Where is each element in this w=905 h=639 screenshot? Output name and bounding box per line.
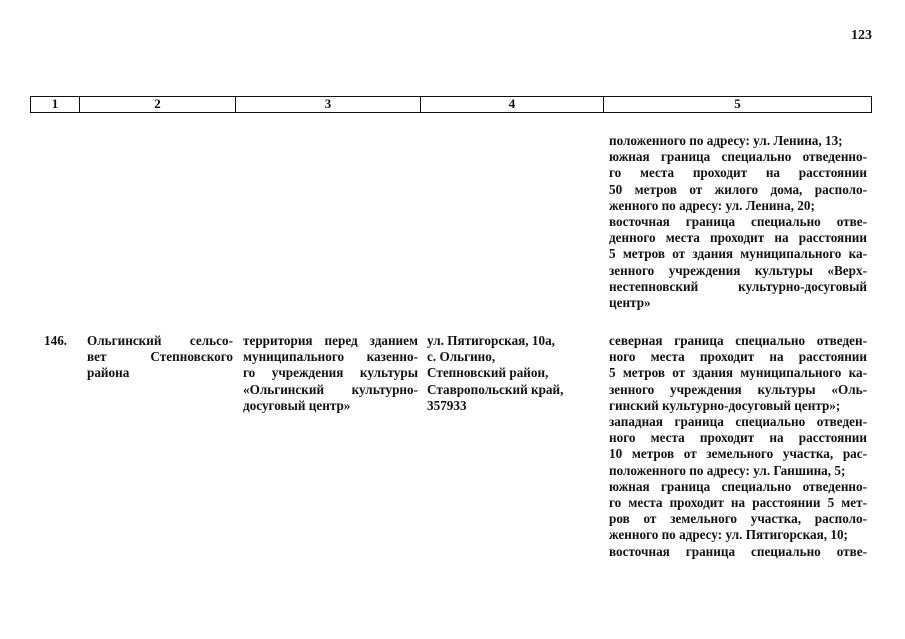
text-line: женного по адресу: ул. Пятигорская, 10; [609,527,848,543]
text-line: женного по адресу: ул. Ленина, 20; [609,197,815,213]
text-line: досуговый центр» [243,397,351,413]
text-line: Степновский район, [427,365,549,381]
text-line: зенного учреждения культуры «Оль- [609,381,867,397]
text-line: западная граница специально отведен- [609,414,867,430]
text-line: района [87,365,130,381]
continuation-borders-text [609,133,867,311]
text-line: восточная граница специально отве- [609,543,867,559]
text-line: денного места проходит на расстоянии [609,230,867,246]
header-col-1: 1 [31,97,80,112]
text-line: с. Ольгино, [427,349,496,365]
text-line: Ставропольский край, [427,381,564,397]
text-line: южная граница специально отведенно- [609,149,867,165]
address-cell [427,333,595,414]
text-line: Ольгинский сельсо- [87,333,233,348]
row-number: 146. [44,333,68,348]
table-header-row [30,96,872,113]
text-line: центр» [609,295,651,311]
text-line: восточная граница специально отве- [609,214,867,230]
text-line: нестепновский культурно-досуговый [609,278,867,294]
text-line: муниципального казенно- [243,349,418,365]
text-line: гинский культурно-досуговый центр»; [609,397,841,413]
header-col-5: 5 [734,96,741,111]
text-line: территория перед зданием [243,333,418,348]
text-line: положенного по адресу: ул. Ганшина, 5; [609,462,846,478]
text-line: го места проходит на расстоянии [609,165,867,181]
header-col-3: 3 [236,97,421,112]
text-line: го учреждения культуры [243,365,418,381]
text-line: 10 метров от земельного участка, рас- [609,446,867,462]
text-line: 5 метров от здания муниципального ка- [609,365,867,381]
text-line: южная граница специально отведенно- [609,478,867,494]
text-line: 50 метров от жилого дома, располо- [609,181,867,197]
text-line: 357933 [427,397,467,413]
header-col-2: 2 [80,97,236,112]
text-line: северная граница специально отведен- [609,333,867,348]
text-line: ул. Пятигорская, 10а, [427,333,555,348]
text-line: ров от земельного участка, располо- [609,511,867,527]
text-line: зенного учреждения культуры «Верх- [609,262,867,278]
page-number: 123 [851,28,872,43]
borders-cell [609,333,867,560]
text-line: ного места проходит на расстоянии [609,349,867,365]
text-line: го места проходит на расстоянии 5 мет- [609,495,867,511]
object-cell [243,333,418,414]
text-line: «Ольгинский культурно- [243,381,418,397]
header-col-4: 4 [421,97,604,112]
text-line: вет Степновского [87,349,233,365]
municipality-cell [87,333,233,382]
text-line: ного места проходит на расстоянии [609,430,867,446]
text-line: положенного по адресу: ул. Ленина, 13; [609,133,843,148]
text-line: 5 метров от здания муниципального ка- [609,246,867,262]
